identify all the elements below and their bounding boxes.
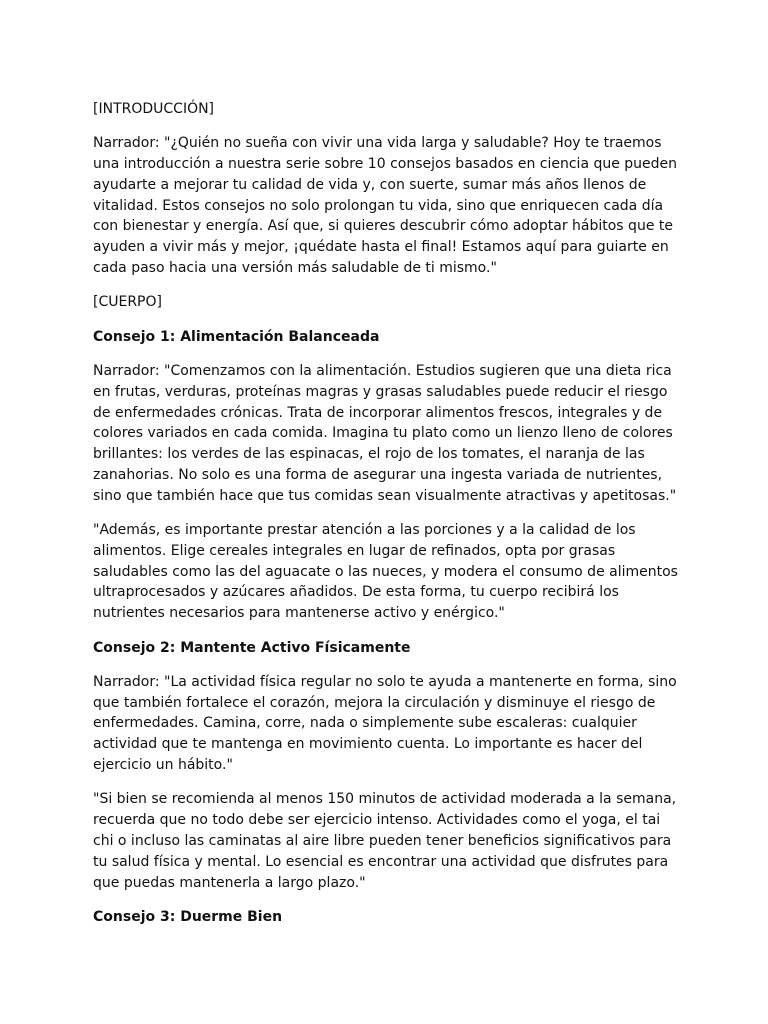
- intro-paragraph: Narrador: "¿Quién no sueña con vivir una vida larga y saludable? Hoy te traemos una introducción a nuestra serie sobre 10 consejos basados en ciencia que pueden ayudarte a mejorar tu calidad de vida y, con suerte, sumar más años llenos de vitalidad. Estos consejos no solo prolongan tu vida, sino que enriquecen cada día con bienestar y energía. Así que, si quieres descubrir cómo adoptar hábitos que te ayuden a vivir más y mejor, ¡quédate hasta el final! Estamos aquí para guiarte en cada paso hacia una versión más saludable de ti mismo.": [93, 135, 678, 277]
- paragraph-consejo-1-a: Narrador: "Comenzamos con la alimentación. Estudios sugieren que una dieta rica en frutas, verduras, proteínas magras y grasas saludables puede reducir el riesgo de enfermedades crónicas. Trata de incorporar alimentos frescos, integrales y de colores variados en cada comida. Imagina tu plato como un lienzo lleno de colores brillantes: los verdes de las espinacas, el rojo de los tomates, el naranja de las zanahorias. No solo es una forma de asegurar una ingesta variada de nutrientes, sino que también hace que tus comidas sean visualmente atractivas y apetitosas.": [93, 362, 677, 504]
- heading-consejo-1: Consejo 1: Alimentación Balanceada: [93, 328, 380, 345]
- section-label-introduccion: [INTRODUCCIÓN]: [93, 101, 215, 117]
- document-page: [93, 99, 683, 941]
- paragraph-consejo-1-b: "Además, es importante prestar atención a las porciones y a la calidad de los alimentos. Elige cereales integrales en lugar de refinados, opta por grasas saludables como las del aguacate o las nueces, y modera el consumo de alimentos ultraprocesados y azúcares añadidos. De esta forma, tu cuerpo recibirá los nutrientes necesarios para mantenerse activo y enérgico.": [93, 522, 678, 622]
- heading-consejo-3: Consejo 3: Duerme Bien: [93, 908, 283, 925]
- heading-consejo-2: Consejo 2: Mantente Activo Físicamente: [93, 639, 411, 656]
- section-label-cuerpo: [CUERPO]: [93, 294, 162, 311]
- paragraph-consejo-2-b: "Si bien se recomienda al menos 150 minutos de actividad moderada a la semana, recuerda que no todo debe ser ejercicio intenso. Actividades como el yoga, el tai chi o incluso las caminatas al aire libre pueden tener beneficios significativos para tu salud física y mental. Lo esencial es encontrar una actividad que disfrutes para que puedas mantenerla a largo plazo.": [93, 791, 677, 891]
- paragraph-consejo-2-a: Narrador: "La actividad física regular no solo te ayuda a mantenerte en forma, sino que también fortalece el corazón, mejora la circulación y disminuye el riesgo de enfermedades. Camina, corre, nada o simplemente sube escaleras: cualquier actividad que te mantenga en movimiento cuenta. Lo importante es hacer del ejercicio un hábito.": [93, 673, 677, 774]
